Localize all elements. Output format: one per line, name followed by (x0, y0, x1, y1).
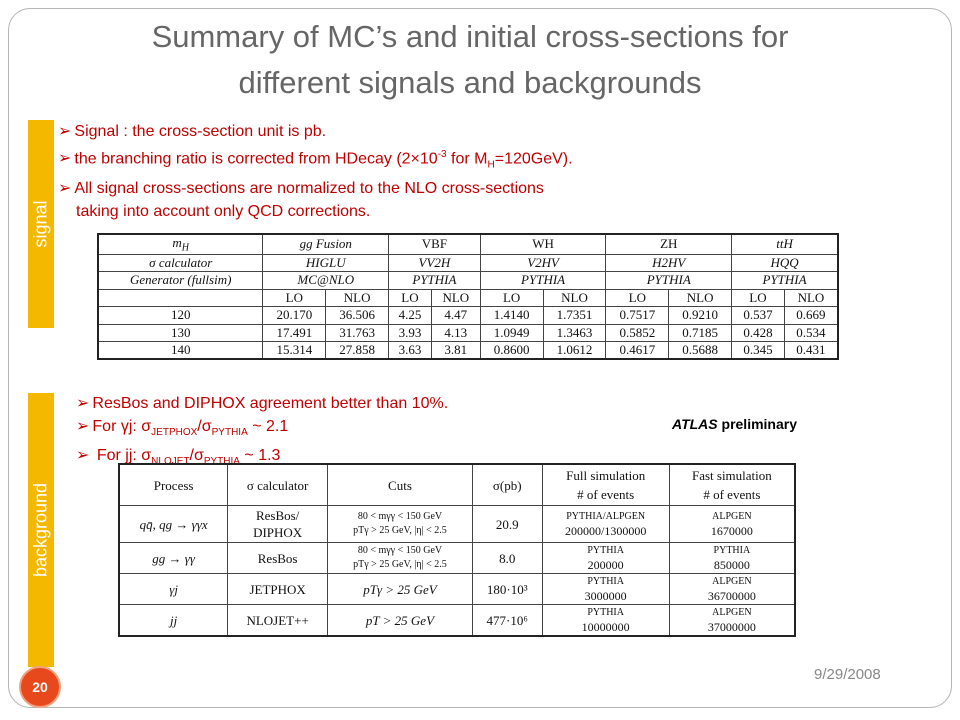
lo-header: LO (606, 289, 669, 307)
slide-number-badge: 20 (19, 666, 61, 708)
xs-value: 0.428 (732, 324, 785, 342)
proc-header: VBF (389, 234, 481, 254)
xs-value: 31.763 (326, 324, 389, 342)
gen-cell: PYTHIA (606, 272, 732, 290)
lo-header: LO (732, 289, 785, 307)
full-sim-cell: PYTHIA 3000000 (542, 574, 669, 605)
cuts-cell: pT > 25 GeV (328, 605, 473, 637)
xs-value: 0.669 (784, 307, 838, 325)
fast-sim-cell: ALPGEN 36700000 (669, 574, 795, 605)
mh-header: $m_H$ (98, 234, 263, 254)
fast-sim-cell: ALPGEN 37000000 (669, 605, 795, 637)
table-row (98, 324, 838, 342)
xs-value: 0.5688 (669, 342, 732, 360)
xs-value: 0.431 (784, 342, 838, 360)
nlo-header: NLO (326, 289, 389, 307)
gen-cell: PYTHIA (732, 272, 838, 290)
xs-value: 36.506 (326, 307, 389, 325)
xs-value: 1.3463 (543, 324, 606, 342)
process-cell: gg → γγ (119, 543, 228, 574)
table-row (119, 574, 795, 605)
col-cuts: Cuts (328, 464, 473, 506)
signal-bullet-1: ➢ Signal : the cross-section unit is pb. (58, 120, 573, 143)
xs-value: 0.345 (732, 342, 785, 360)
lo-header: LO (389, 289, 432, 307)
mh-value: 140 (98, 342, 263, 360)
bkg-bullet-3: ➢ For jj: $\sigma_{NLOJET}/\sigma_{PYTHIA}$ ~ 1.3 (76, 444, 448, 473)
xs-value: 1.4140 (480, 307, 543, 325)
signal-bullet-2: ➢ the branching ratio is corrected from HDecay ($2\times 10^{-3}$ for $M_H=120GeV$). (58, 143, 573, 177)
xs-value: 0.537 (732, 307, 785, 325)
proc-header: ttH (732, 234, 838, 254)
gen-cell: PYTHIA (389, 272, 481, 290)
signal-bullets (58, 120, 573, 223)
table-row (98, 307, 838, 325)
nlo-header: NLO (431, 289, 480, 307)
gen-label: Generator (fullsim) (98, 272, 263, 290)
xs-value: 0.8600 (480, 342, 543, 360)
col-calculator: σ calculator (228, 464, 328, 506)
title-line-1: Summary of MC’s and initial cross-sections for (151, 19, 789, 54)
background-table (118, 463, 796, 637)
xs-value: 0.7185 (669, 324, 732, 342)
calc-cell: H2HV (606, 254, 732, 272)
xs-value: 0.5852 (606, 324, 669, 342)
process-cell: qq̄, qg → γγx (119, 506, 228, 543)
proc-header: ZH (606, 234, 732, 254)
background-label: background (30, 482, 51, 578)
xs-value: 0.7517 (606, 307, 669, 325)
bkg-bullet-1: ➢ ResBos and DIPHOX agreement better than 10%. (76, 392, 448, 415)
nlo-header: NLO (669, 289, 732, 307)
calc-cell: ResBos/ DIPHOX (228, 506, 328, 543)
slide-title (60, 14, 880, 106)
sigma-cell: 8.0 (472, 543, 542, 574)
signal-bullet-3-cont: taking into account only QCD corrections. (76, 202, 371, 220)
lo-header: LO (480, 289, 543, 307)
full-sim-cell: PYTHIA 200000 (542, 543, 669, 574)
proc-header: WH (480, 234, 606, 254)
xs-value: 0.534 (784, 324, 838, 342)
signal-cross-section-table (97, 233, 839, 360)
full-sim-cell: PYTHIA/ALPGEN 200000/1300000 (542, 506, 669, 543)
mh-value: 130 (98, 324, 263, 342)
slide-date: 9/29/2008 (814, 666, 881, 683)
col-fast-sim: Fast simulation # of events (669, 464, 795, 506)
table-row (98, 342, 838, 360)
col-process: Process (119, 464, 228, 506)
full-sim-cell: PYTHIA 10000000 (542, 605, 669, 637)
calc-cell: ResBos (228, 543, 328, 574)
signal-label: signal (30, 200, 51, 248)
calc-label: σ calculator (98, 254, 263, 272)
xs-value: 3.81 (431, 342, 480, 360)
atlas-preliminary-label: ATLAS preliminary (672, 416, 797, 432)
bkg-bullet-2: ➢ For γj: $\sigma_{JETPHOX}/\sigma_{PYTHIA}$ ~ 2.1 (76, 415, 448, 444)
xs-value: 17.491 (263, 324, 326, 342)
cuts-cell: 80 < mγγ < 150 GeV pTγ > 25 GeV, |η| < 2.5 (328, 506, 473, 543)
calc-cell: HQQ (732, 254, 838, 272)
cuts-cell: pTγ > 25 GeV (328, 574, 473, 605)
signal-bullet-3: ➢ All signal cross-sections are normalized to the NLO cross-sections (58, 177, 573, 200)
xs-value: 4.47 (431, 307, 480, 325)
xs-value: 1.7351 (543, 307, 606, 325)
xs-value: 4.25 (389, 307, 432, 325)
calc-cell: NLOJET++ (228, 605, 328, 637)
table-row (119, 506, 795, 543)
gen-cell: MC@NLO (263, 272, 389, 290)
calc-cell: HIGLU (263, 254, 389, 272)
xs-value: 4.13 (431, 324, 480, 342)
sigma-cell: 180·10³ (472, 574, 542, 605)
mh-value: 120 (98, 307, 263, 325)
sigma-cell: 477·10⁶ (472, 605, 542, 637)
calc-cell: JETPHOX (228, 574, 328, 605)
calc-cell: VV2H (389, 254, 481, 272)
background-bullets (76, 392, 448, 473)
col-full-sim: Full simulation # of events (542, 464, 669, 506)
blank-cell (98, 289, 263, 307)
cuts-cell: 80 < mγγ < 150 GeV pTγ > 25 GeV, |η| < 2.5 (328, 543, 473, 574)
background-sidebar (28, 393, 54, 667)
xs-value: 3.63 (389, 342, 432, 360)
xs-value: 1.0949 (480, 324, 543, 342)
title-line-2: different signals and backgrounds (238, 65, 702, 100)
col-sigma: σ(pb) (472, 464, 542, 506)
lo-header: LO (263, 289, 326, 307)
xs-value: 20.170 (263, 307, 326, 325)
nlo-header: NLO (784, 289, 838, 307)
xs-value: 0.4617 (606, 342, 669, 360)
xs-value: 27.858 (326, 342, 389, 360)
xs-value: 3.93 (389, 324, 432, 342)
fast-sim-cell: PYTHIA 850000 (669, 543, 795, 574)
calc-cell: V2HV (480, 254, 606, 272)
process-cell: jj (119, 605, 228, 637)
xs-value: 1.0612 (543, 342, 606, 360)
nlo-header: NLO (543, 289, 606, 307)
xs-value: 15.314 (263, 342, 326, 360)
process-cell: γj (119, 574, 228, 605)
proc-header: gg Fusion (263, 234, 389, 254)
table-row (119, 605, 795, 637)
signal-sidebar (28, 120, 54, 328)
table-row (119, 543, 795, 574)
gen-cell: PYTHIA (480, 272, 606, 290)
sigma-cell: 20.9 (472, 506, 542, 543)
fast-sim-cell: ALPGEN 1670000 (669, 506, 795, 543)
xs-value: 0.9210 (669, 307, 732, 325)
